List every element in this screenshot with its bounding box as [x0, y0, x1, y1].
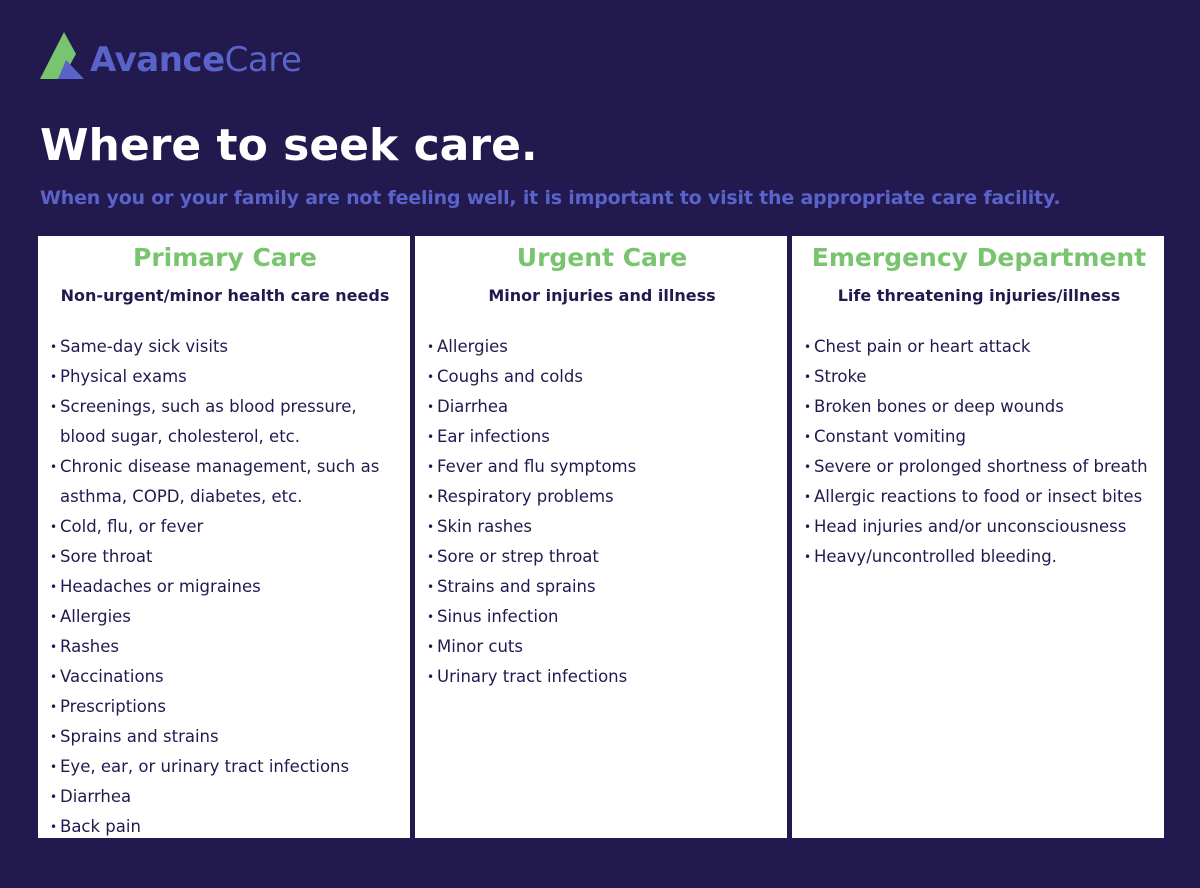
list-item-text: Prescriptions [60, 697, 166, 716]
list-item [50, 782, 400, 812]
list-item-text: Rashes [60, 637, 120, 656]
column-urgent-care [415, 236, 787, 838]
list-item [50, 392, 400, 452]
list-item-text: Skin rashes [437, 517, 533, 536]
bullet-icon: • [50, 520, 58, 534]
list-item [804, 362, 1154, 392]
list-item-text: Ear infections [437, 427, 550, 446]
bullet-icon: • [50, 370, 58, 384]
list-item [427, 572, 777, 602]
bullet-icon: • [804, 370, 812, 384]
bullet-icon: • [804, 430, 812, 444]
bullet-icon: • [427, 460, 435, 474]
list-item [804, 542, 1154, 572]
bullet-icon: • [50, 400, 58, 414]
column-title: Primary Care [133, 243, 317, 272]
bullet-icon: • [427, 430, 435, 444]
list-item [427, 362, 777, 392]
list-item-text: Fever and flu symptoms [437, 457, 637, 476]
column-subtitle: Minor injuries and illness [488, 286, 716, 305]
list-item-text: Physical exams [60, 367, 187, 386]
list-item-text: Same-day sick visits [60, 337, 229, 356]
bullet-icon: • [50, 730, 58, 744]
bullet-icon: • [50, 790, 58, 804]
bullet-icon: • [50, 550, 58, 564]
list-item [427, 602, 777, 632]
logo-care: Care [224, 40, 302, 80]
list-item [804, 422, 1154, 452]
bullet-icon: • [427, 610, 435, 624]
list-item [50, 362, 400, 392]
list-item [427, 422, 777, 452]
logo-mark-icon [40, 32, 88, 80]
list-item [50, 662, 400, 692]
list-item-text: Coughs and colds [437, 367, 583, 386]
list-item-text: Diarrhea [437, 397, 509, 416]
bullet-icon: • [427, 580, 435, 594]
bullet-icon: • [50, 760, 58, 774]
list-item-text: Screenings, such as blood pressure, blood sugar, cholesterol, etc. [60, 397, 357, 446]
bullet-icon: • [50, 340, 58, 354]
list-item [427, 542, 777, 572]
list-item [50, 512, 400, 542]
list-item-text: Heavy/uncontrolled bleeding. [814, 547, 1057, 566]
list-item-text: Respiratory problems [437, 487, 614, 506]
list-item-text: Head injuries and/or unconsciousness [814, 517, 1127, 536]
list-item [804, 482, 1154, 512]
list-item [50, 752, 400, 782]
list-item [50, 812, 400, 842]
bullet-icon: • [427, 520, 435, 534]
list-item-text: Sore or strep throat [437, 547, 599, 566]
list-item [427, 452, 777, 482]
list-item-text: Vaccinations [60, 667, 164, 686]
bullet-icon: • [804, 520, 812, 534]
list-item [804, 392, 1154, 422]
bullet-icon: • [804, 340, 812, 354]
list-item-text: Cold, flu, or fever [60, 517, 204, 536]
bullet-icon: • [427, 490, 435, 504]
bullet-icon: • [427, 670, 435, 684]
list-item [50, 542, 400, 572]
list-item-text: Back pain [60, 817, 141, 836]
list-item-text: Urinary tract infections [437, 667, 628, 686]
list-item-text: Stroke [814, 367, 867, 386]
list-item [50, 452, 400, 512]
list-item-text: Minor cuts [437, 637, 523, 656]
list-item [804, 452, 1154, 482]
bullet-icon: • [50, 460, 58, 474]
bullet-icon: • [50, 700, 58, 714]
bullet-icon: • [804, 550, 812, 564]
list-item-text: Allergies [437, 337, 508, 356]
list-item [50, 692, 400, 722]
list-item-text: Sore throat [60, 547, 153, 566]
column-list [50, 332, 400, 842]
list-item-text: Allergic reactions to food or insect bites [814, 487, 1143, 506]
list-item [50, 332, 400, 362]
list-item [427, 392, 777, 422]
list-item-text: Chest pain or heart attack [814, 337, 1031, 356]
column-list [427, 332, 777, 692]
bullet-icon: • [50, 610, 58, 624]
bullet-icon: • [427, 370, 435, 384]
page-title: Where to seek care. [40, 120, 538, 171]
list-item [50, 572, 400, 602]
bullet-icon: • [427, 640, 435, 654]
logo-avance: Avance [90, 40, 225, 80]
list-item-text: Constant vomiting [814, 427, 966, 446]
list-item [427, 482, 777, 512]
list-item [427, 512, 777, 542]
logo-wordmark [90, 40, 301, 80]
list-item-text: Broken bones or deep wounds [814, 397, 1064, 416]
list-item [804, 332, 1154, 362]
bullet-icon: • [427, 400, 435, 414]
list-item [50, 602, 400, 632]
bullet-icon: • [427, 340, 435, 354]
bullet-icon: • [427, 550, 435, 564]
bullet-icon: • [50, 670, 58, 684]
column-primary-care [38, 236, 410, 838]
list-item-text: Sinus infection [437, 607, 559, 626]
list-item [427, 332, 777, 362]
list-item-text: Diarrhea [60, 787, 132, 806]
column-list [804, 332, 1154, 572]
list-item-text: Strains and sprains [437, 577, 596, 596]
list-item-text: Sprains and strains [60, 727, 219, 746]
list-item [50, 632, 400, 662]
list-item [427, 632, 777, 662]
column-subtitle: Non-urgent/minor health care needs [60, 286, 390, 305]
list-item [804, 512, 1154, 542]
bullet-icon: • [50, 640, 58, 654]
list-item-text: Chronic disease management, such as asthma, COPD, diabetes, etc. [60, 457, 380, 506]
column-title: Urgent Care [516, 243, 688, 272]
list-item [427, 662, 777, 692]
column-title: Emergency Department [811, 243, 1147, 272]
list-item [50, 722, 400, 752]
list-item-text: Allergies [60, 607, 131, 626]
bullet-icon: • [50, 580, 58, 594]
brand-logo [40, 30, 301, 80]
column-emergency-department [792, 236, 1164, 838]
list-item-text: Headaches or migraines [60, 577, 261, 596]
list-item-text: Eye, ear, or urinary tract infections [60, 757, 350, 776]
bullet-icon: • [804, 490, 812, 504]
bullet-icon: • [804, 460, 812, 474]
care-columns [38, 236, 1164, 838]
bullet-icon: • [50, 820, 58, 834]
list-item-text: Severe or prolonged shortness of breath [814, 457, 1148, 476]
column-subtitle: Life threatening injuries/illness [837, 286, 1121, 305]
bullet-icon: • [804, 400, 812, 414]
page-subtitle: When you or your family are not feeling well, it is important to visit the appropriate care facility. [40, 187, 1061, 209]
